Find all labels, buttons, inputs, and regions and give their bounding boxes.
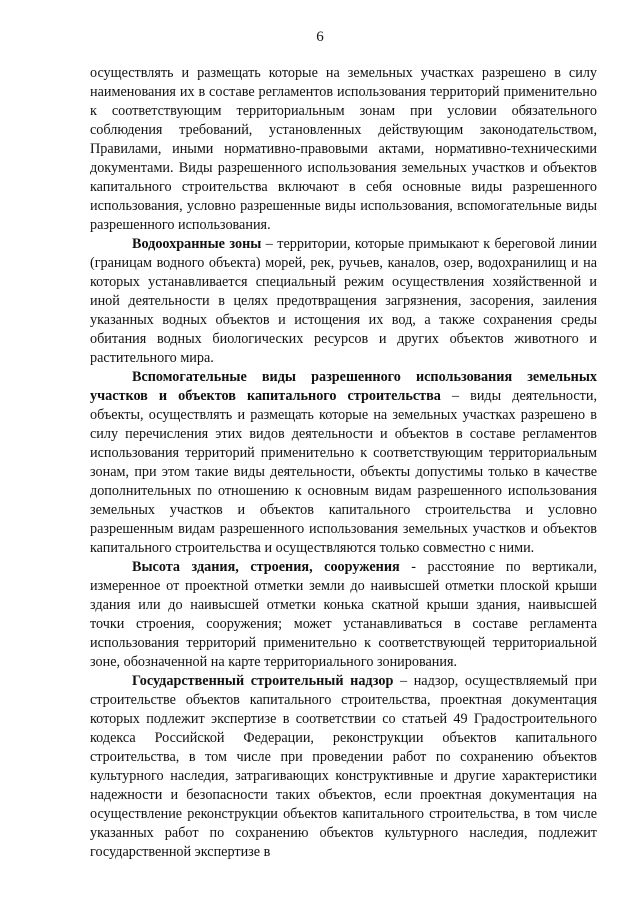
definition-auxiliary-use-types xyxy=(90,368,597,558)
definition-text: – территории, которые примыкают к береговой линии (границам водного объекта) морей, рек, ручьев, каналов, озер, водохранилищ и на которых устанавливается специальный режим осуществления хозяйственной и иной деятельности в целях предотвращения загрязнения, засорения, заиления указанных водных объектов и истощения их вод, а также сохранения среды обитания водных биологических ресурсов и других объектов животного и растительного мира. xyxy=(90,236,597,366)
paragraph-text: осуществлять и размещать которые на земельных участках разрешено в силу наименования их в составе регламентов использования территорий применительно к соответствующим территориальным зонам при условии обязательного соблюдения требований, установленных действующим законодательством, Правилами, иными нормативно-правовыми актами, нормативно-техническими документами. Виды разрешенного использования земельных участков и объектов капитального строительства включают в себя основные виды разрешенного использования, условно разрешенные виды использования, вспомогательные виды разрешенного использования. xyxy=(90,65,597,233)
definition-text: – надзор, осуществляемый при строительстве объектов капитального строительства, проектная документация которых подлежит экспертизе в соответствии со статьей 49 Градостроительного кодекса Российской Федерации, реконструкции объектов капитального строительства, в том числе при проведении работ по сохранению объектов культурного наследия, затрагивающих конструктивные и другие характеристики надежности и безопасности таких объектов, если проектная документация на осуществление реконструкции объектов капитального строительства, в том числе указанных работ по сохранению объектов культурного наследия, подлежит государственной экспертизе в xyxy=(90,673,597,860)
definition-term: Вспомогательные виды разрешенного использования земельных участков и объектов капитального строительства xyxy=(90,369,597,404)
definition-term: Водоохранные зоны xyxy=(132,236,262,252)
definition-text: - расстояние по вертикали, измеренное от проектной отметки земли до наивысшей отметки плоской крыши здания или до наивысшей отметки конька скатной крыши здания, наивысшей точки строения, сооружения; может устанавливаться в составе регламента использования территорий применительно к соответствующей территориальной зоне, обозначенной на карте территориального зонирования. xyxy=(90,559,598,670)
definition-term: Государственный строительный надзор xyxy=(132,673,394,689)
definition-text: – виды деятельности, объекты, осуществлять и размещать которые на земельных участках разрешено в силу перечисления этих видов деятельности и объектов в составе регламентов использования территорий применительно к соответствующим территориальным зонам, при этом такие виды деятельности, объекты допустимы только в качестве дополнительных по отношению к основным видам разрешенного использования земельных участков и объектов капитального строительства и условно разрешенным видам разрешенного использования земельных участков и объектов капитального строительства и осуществляются только совместно с ними. xyxy=(90,388,597,556)
definition-state-construction-supervision xyxy=(90,672,597,862)
page-number: 6 xyxy=(316,29,324,45)
definition-building-height xyxy=(90,558,597,672)
paragraph-continuation xyxy=(90,64,597,235)
definition-term: Высота здания, строения, сооружения xyxy=(132,559,400,575)
definition-water-protection-zones xyxy=(90,235,597,368)
document-body xyxy=(90,64,597,862)
